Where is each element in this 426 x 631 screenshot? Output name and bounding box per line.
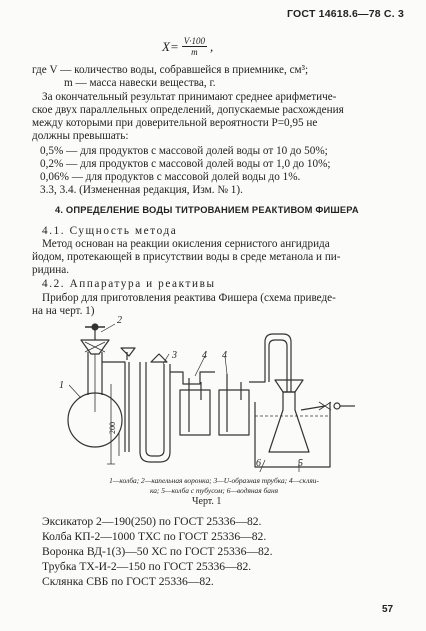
- equipment-item: Колба КП-2—1000 ТХС по ГОСТ 25336—82.: [42, 530, 267, 543]
- method-line: йодом, протекающей в присутствии воды в среде метанола и пи-: [32, 251, 341, 263]
- revision-note: 3.3, 3.4. (Измененная редакция, Изм. № 1).: [40, 184, 243, 196]
- equipment-item: Воронка ВД-1(3)—50 ХС по ГОСТ 25336—82.: [42, 545, 273, 558]
- dimension-label: 200: [108, 422, 117, 434]
- equipment-item: Склянка СВБ по ГОСТ 25336—82.: [42, 575, 214, 588]
- paragraph-line: За окончательный результат принимают среднее арифметиче-: [42, 91, 337, 103]
- callout-4b: 4: [222, 350, 227, 361]
- u-tube: [140, 362, 170, 462]
- callout-6: 6: [256, 458, 261, 469]
- caption-line: ка; 5—колба с тубусом; 6—водяная баня: [149, 485, 279, 495]
- formula-numerator: V·100: [183, 36, 205, 46]
- tolerance-line: 0,2% — для продуктов с массовой долей воды от 1,0 до 10%;: [40, 158, 331, 170]
- formula-tail: ,: [209, 38, 214, 54]
- callout-4a: 4: [202, 350, 207, 361]
- page-number: 57: [382, 604, 394, 615]
- equipment-item: Трубка ТХ-И-2—150 по ГОСТ 25336—82.: [42, 560, 252, 573]
- callout-1: 1: [59, 380, 64, 391]
- subsection-4-2: 4.2. Аппаратура и реактивы: [42, 278, 216, 290]
- device-line: на на черт. 1): [32, 305, 95, 317]
- callout-5: 5: [298, 458, 303, 469]
- formula-lhs: X=: [162, 38, 179, 54]
- wash-bottle-2: [219, 390, 249, 435]
- fischer-apparatus-diagram: [55, 312, 385, 472]
- method-line: ридина.: [32, 264, 70, 276]
- device-line: Прибор для приготовления реактива Фишера (схема приведе-: [42, 292, 336, 304]
- paragraph-line: ское двух параллельных определений, допускаемые расхождения: [32, 104, 344, 116]
- wash-bottle-1: [180, 390, 210, 435]
- formula-fraction: [182, 36, 207, 57]
- figure-label: Черт. 1: [192, 496, 222, 507]
- callout-2: 2: [117, 315, 122, 326]
- water-bath: [255, 402, 330, 467]
- figure-caption: [88, 476, 340, 495]
- subsection-4-1: 4.1. Сущность метода: [42, 225, 178, 237]
- outlet-tube: [102, 362, 125, 452]
- tubulus-flask: [269, 392, 309, 452]
- section-title: 4. ОПРЕДЕЛЕНИЕ ВОДЫ ТИТРОВАНИЕМ РЕАКТИВОМ ФИШЕРА: [55, 205, 359, 215]
- equipment-item: Эксикатор 2—190(250) по ГОСТ 25336—82.: [42, 515, 262, 528]
- formula: [162, 36, 213, 57]
- paragraph-line: должны превышать:: [32, 130, 129, 142]
- page-header: ГОСТ 14618.6—78 С. 3: [287, 8, 404, 20]
- tolerance-line: 0,5% — для продуктов с массовой долей воды от 10 до 50%;: [40, 145, 328, 157]
- paragraph-line: между которыми при доверительной вероятности P=0,95 не: [32, 117, 318, 129]
- method-line: Метод основан на реакции окисления сернистого ангидрида: [42, 238, 330, 250]
- caption-line: 1—колба; 2—капельная воронка; 3—U-образная трубка; 4—скляи-: [109, 476, 319, 485]
- tolerance-line: 0,06% — для продуктов с массовой долей воды до 1%.: [40, 171, 301, 183]
- where-line-v: где V — количество воды, собравшейся в приемнике, см³;: [32, 64, 309, 76]
- where-line-m: m — масса навески вещества, г.: [64, 77, 216, 89]
- formula-denominator: m: [191, 47, 198, 57]
- callout-3: 3: [172, 350, 177, 361]
